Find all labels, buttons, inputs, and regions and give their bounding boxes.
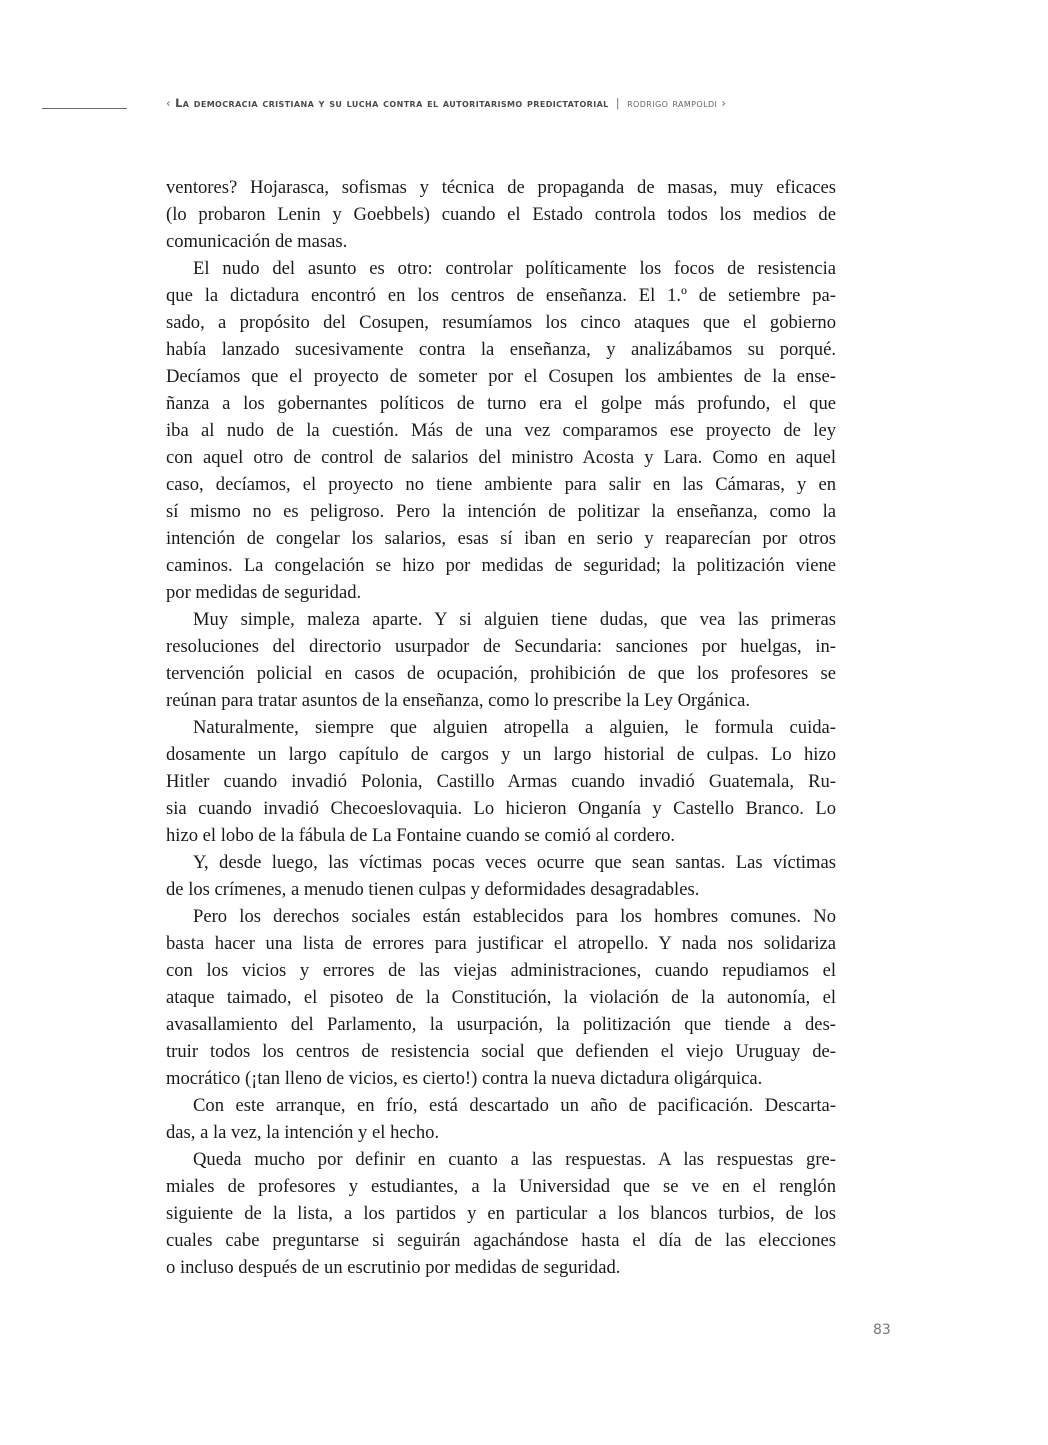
text-line: Naturalmente, siempre que alguien atropella a alguien, le formula cuida- — [193, 717, 836, 738]
text-line: resoluciones del directorio usurpador de Secundaria: sanciones por huelgas, in- — [166, 636, 836, 657]
text-line: caso, decíamos, el proyecto no tiene ambiente para salir en las Cámaras, y en — [166, 474, 836, 495]
text-line: que la dictadura encontró en los centros de enseñanza. El 1.º de setiembre pa- — [166, 285, 836, 306]
text-line: hizo el lobo de la fábula de La Fontaine cuando se comió al cordero. — [166, 825, 676, 846]
body-text — [166, 174, 836, 1281]
text-line: sia cuando invadió Checoeslovaquia. Lo hicieron Onganía y Castello Branco. Lo — [166, 798, 836, 819]
text-line: Hitler cuando invadió Polonia, Castillo Armas cuando invadió Guatemala, Ru- — [166, 771, 836, 792]
text-line: de los crímenes, a menudo tienen culpas y deformidades desagradables. — [166, 879, 700, 900]
paragraph — [166, 714, 836, 849]
chevron-left-icon: ‹ — [166, 96, 171, 110]
text-line: Muy simple, maleza aparte. Y si alguien tiene dudas, que vea las primeras — [193, 609, 836, 630]
text-line: había lanzado sucesivamente contra la enseñanza, y analizábamos su porqué. — [166, 339, 836, 360]
text-line: Con este arranque, en frío, está descartado un año de pacificación. Descarta- — [193, 1095, 836, 1116]
text-line: iba al nudo de la cuestión. Más de una vez comparamos ese proyecto de ley — [166, 420, 836, 441]
text-line: ventores? Hojarasca, sofismas y técnica de propaganda de masas, muy eficaces — [166, 177, 836, 198]
text-line: (lo probaron Lenin y Goebbels) cuando el Estado controla todos los medios de — [166, 204, 836, 225]
page-number: 83 — [873, 1322, 891, 1338]
text-line: comunicación de masas. — [166, 231, 348, 252]
text-line: por medidas de seguridad. — [166, 582, 362, 603]
text-line: mocrático (¡tan lleno de vicios, es cierto!) contra la nueva dictadura oligárquica. — [166, 1068, 763, 1089]
text-line: avasallamiento del Parlamento, la usurpación, la politización que tiende a des- — [166, 1014, 836, 1035]
text-line: o incluso después de un escrutinio por medidas de seguridad. — [166, 1257, 621, 1278]
text-line: sí mismo no es peligroso. Pero la intención de politizar la enseñanza, como la — [166, 501, 836, 522]
text-line: basta hacer una lista de errores para justificar el atropello. Y nada nos solidariza — [166, 933, 836, 954]
text-line: Decíamos que el proyecto de someter por el Cosupen los ambientes de la ense- — [166, 366, 836, 387]
text-line: Queda mucho por definir en cuanto a las respuestas. A las respuestas gre- — [193, 1149, 836, 1170]
running-head-title: La democracia cristiana y su lucha contra el autoritarismo predictatorial — [175, 96, 609, 110]
paragraph — [166, 174, 836, 255]
running-head-author: rodrigo rampoldi — [627, 96, 718, 110]
running-head — [166, 96, 866, 110]
paragraph — [166, 255, 836, 606]
text-line: caminos. La congelación se hizo por medidas de seguridad; la politización viene — [166, 555, 836, 576]
text-line: reúnan para tratar asuntos de la enseñanza, como lo prescribe la Ley Orgánica. — [166, 690, 751, 711]
text-line: ataque taimado, el pisoteo de la Constitución, la violación de la autonomía, el — [166, 987, 836, 1008]
running-head-separator: | — [615, 96, 621, 110]
text-line: Y, desde luego, las víctimas pocas veces ocurre que sean santas. Las víctimas — [193, 852, 836, 873]
text-line: cuales cabe preguntarse si seguirán agachándose hasta el día de las elecciones — [166, 1230, 836, 1251]
text-line: tervención policial en casos de ocupación, prohibición de que los profesores se — [166, 663, 836, 684]
chevron-right-icon: › — [721, 96, 727, 110]
text-line: Pero los derechos sociales están establecidos para los hombres comunes. No — [193, 906, 836, 927]
text-line: con los vicios y errores de las viejas administraciones, cuando repudiamos el — [166, 960, 836, 981]
text-line: sado, a propósito del Cosupen, resumíamos los cinco ataques que el gobierno — [166, 312, 836, 333]
paragraph — [166, 903, 836, 1092]
paragraph — [166, 606, 836, 714]
paragraph — [166, 1146, 836, 1281]
text-line: das, a la vez, la intención y el hecho. — [166, 1122, 440, 1143]
text-line: ñanza a los gobernantes políticos de turno era el golpe más profundo, el que — [166, 393, 836, 414]
text-line: El nudo del asunto es otro: controlar políticamente los focos de resistencia — [193, 258, 836, 279]
paragraph — [166, 1092, 836, 1146]
text-line: truir todos los centros de resistencia social que defienden el viejo Uruguay de- — [166, 1041, 836, 1062]
paragraph — [166, 849, 836, 903]
text-line: siguiente de la lista, a los partidos y en particular a los blancos turbios, de los — [166, 1203, 836, 1224]
header-rule — [42, 108, 127, 109]
text-line: con aquel otro de control de salarios del ministro Acosta y Lara. Como en aquel — [166, 447, 836, 468]
text-line: dosamente un largo capítulo de cargos y un largo historial de culpas. Lo hizo — [166, 744, 836, 765]
text-line: miales de profesores y estudiantes, a la Universidad que se ve en el renglón — [166, 1176, 836, 1197]
text-line: intención de congelar los salarios, esas sí iban en serio y reaparecían por otros — [166, 528, 836, 549]
